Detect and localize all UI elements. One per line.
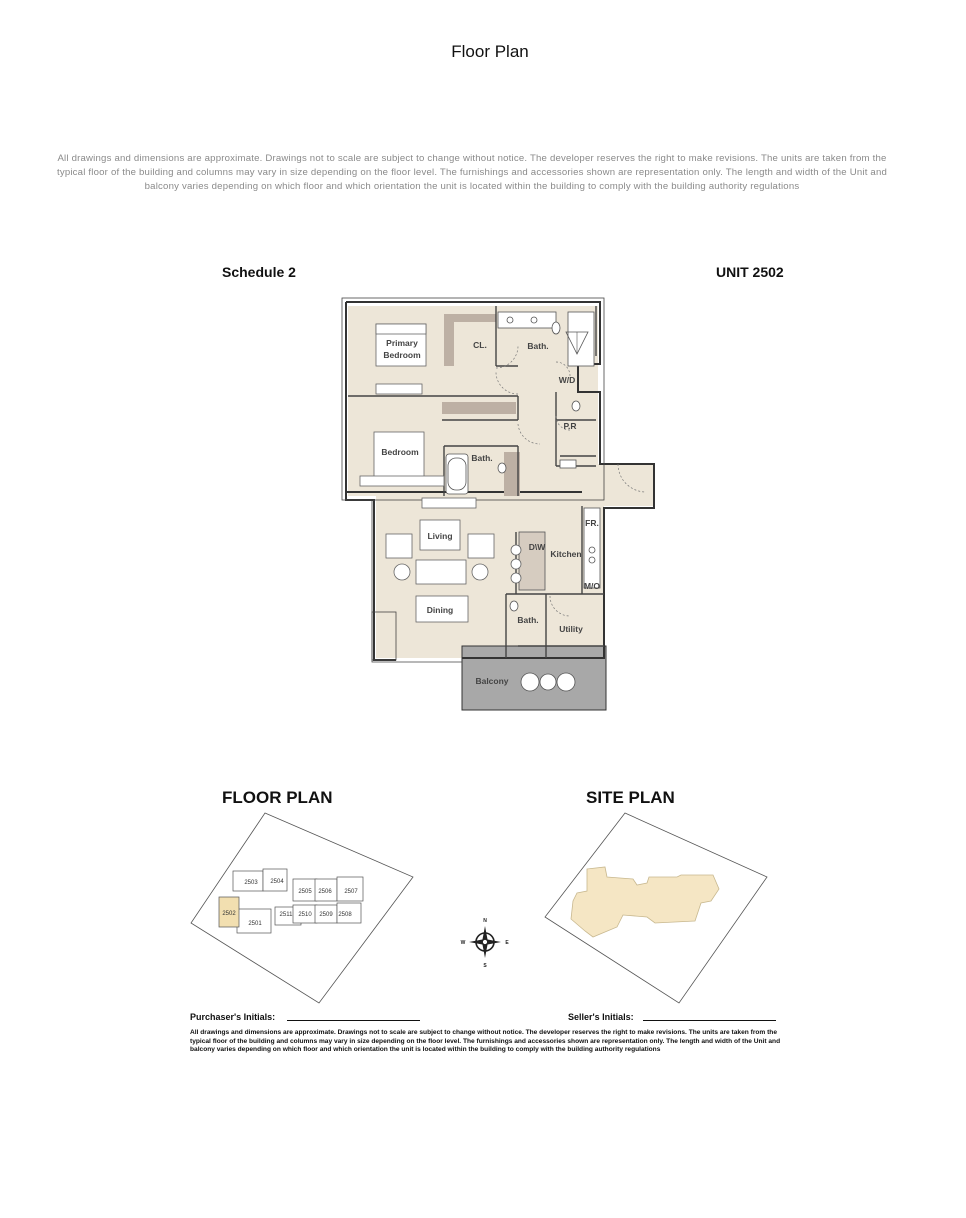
- key-plan-area: [185, 805, 785, 1010]
- room-label-bath-second: Bath.: [471, 453, 493, 463]
- schedule-label: Schedule 2: [222, 264, 296, 280]
- key-unit-2509: 2509: [319, 912, 333, 918]
- room-label-bedroom: Bedroom: [381, 447, 419, 457]
- floor-plan-heading: FLOOR PLAN: [222, 788, 333, 807]
- room-label-primary-bedroom-1: Primary: [386, 338, 418, 348]
- purchaser-initials-line[interactable]: [287, 1020, 420, 1021]
- site-plan-heading: SITE PLAN: [586, 788, 675, 807]
- key-unit-2503: 2503: [244, 880, 258, 886]
- room-label-living: Living: [427, 531, 453, 541]
- compass-icon: [461, 918, 510, 969]
- room-label-dining: Dining: [426, 605, 454, 615]
- seller-initials-label: Seller's Initials:: [568, 1012, 634, 1022]
- key-unit-2506: 2506: [318, 889, 332, 895]
- page-title: Floor Plan: [451, 42, 529, 61]
- room-label-microwave: M/O: [583, 581, 601, 591]
- key-unit-2510: 2510: [298, 912, 312, 918]
- compass-north: N: [483, 918, 487, 924]
- room-label-primary-bedroom-2: Bedroom: [383, 350, 421, 360]
- unit-label: UNIT 2502: [716, 264, 784, 280]
- room-label-balcony: Balcony: [475, 676, 509, 686]
- compass-east: E: [505, 940, 509, 946]
- key-unit-2502: 2502: [222, 911, 236, 917]
- key-unit-2501: 2501: [248, 921, 262, 927]
- room-label-powder-room: P.R: [563, 421, 577, 431]
- key-unit-2504: 2504: [270, 879, 284, 885]
- room-label-bath-primary: Bath.: [527, 341, 549, 351]
- seller-initials-line[interactable]: [643, 1020, 776, 1021]
- site-building-footprint: [571, 867, 719, 937]
- room-label-closet: CL.: [473, 340, 487, 350]
- room-label-utility: Utility: [559, 624, 583, 634]
- room-label-washer-dryer: W/D: [558, 375, 576, 385]
- disclaimer-top: All drawings and dimensions are approximate. Drawings not to scale are subject to change without notice. The developer reserves the right to make revisions. The units are taken from the typical floor of the building and columns may vary in size depending on the floor level. The furnishings and accessories shown are representation only. The length and width of the Unit and balcony varies depending on which floor and which orientation the unit is located within the building to comply with the building authority regulations: [56, 153, 888, 192]
- compass-west: W: [460, 940, 466, 946]
- room-label-bath-third: Bath.: [517, 615, 539, 625]
- unit-floor-plan: [338, 296, 668, 716]
- room-label-kitchen: Kitchen: [550, 549, 582, 559]
- compass-south: S: [483, 963, 487, 969]
- key-unit-2505: 2505: [298, 889, 312, 895]
- room-label-fridge: FR.: [585, 518, 599, 528]
- purchaser-initials-label: Purchaser's Initials:: [190, 1012, 276, 1022]
- key-unit-2507: 2507: [344, 889, 358, 895]
- key-unit-2511: 2511: [279, 912, 293, 918]
- room-label-dishwasher: D\W: [528, 542, 546, 552]
- key-unit-2508: 2508: [338, 912, 352, 918]
- disclaimer-bottom: All drawings and dimensions are approximate. Drawings not to scale are subject to change without notice. The developer reserves the right to make revisions. The units are taken from the typical floor of the building and columns may vary in size depending on the floor level. The furnishings and accessories shown are representation only. The length and width of the Unit and balcony varies depending on which floor and which orientation the unit is located within the building to comply with the building authority regulations: [190, 1029, 781, 1054]
